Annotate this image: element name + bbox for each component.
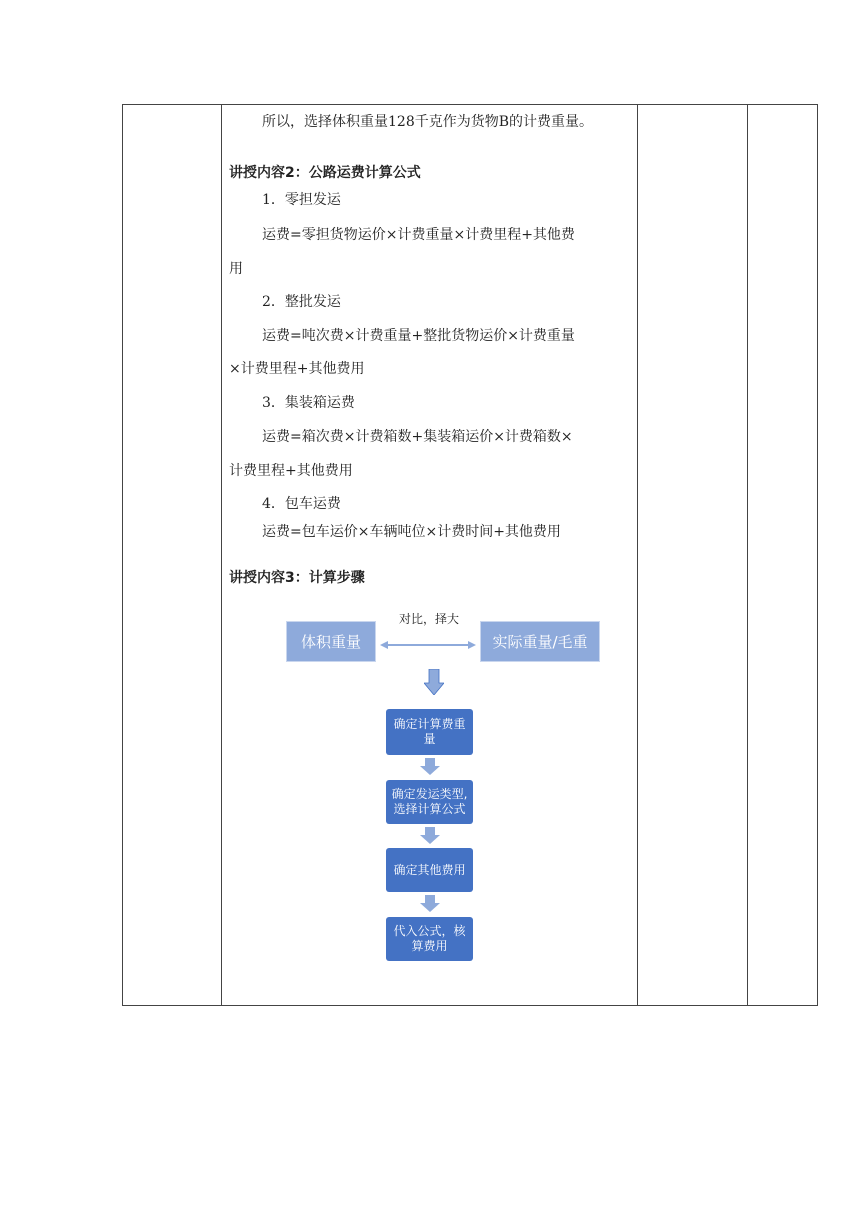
flow-step-1 (386, 709, 473, 755)
item2-title: 2．整批发运 (262, 294, 341, 310)
item1-title: 1．零担发运 (262, 192, 341, 208)
item3-formula-cont: 计费里程+其他费用 (229, 463, 353, 479)
flow-step-1-line2: 量 (423, 732, 436, 746)
item4-formula: 运费=包车运价×车辆吨位×计费时间+其他费用 (262, 524, 561, 540)
volume-weight-box: 体积重量 (286, 621, 376, 662)
compare-label: 对比，择大 (399, 612, 460, 626)
intro-line: 所以，选择体积重量128千克作为货物B的计费重量。 (262, 114, 594, 130)
flow-step-2 (386, 780, 473, 824)
down-arrow-icon (420, 827, 440, 844)
down-arrow-icon (424, 669, 444, 695)
double-arrow-icon (380, 639, 476, 651)
down-arrow-icon (420, 895, 440, 912)
column-divider (221, 105, 222, 1005)
flow-step-4-line2: 算费用 (411, 939, 448, 953)
flow-step-4-line1: 代入公式，核 (393, 924, 466, 938)
column-divider (637, 105, 638, 1005)
item1-formula-cont: 用 (229, 261, 243, 277)
column-divider (747, 105, 748, 1005)
item2-formula: 运费=吨次费×计费重量+整批货物运价×计费重量 (262, 328, 575, 344)
item4-title: 4．包车运费 (262, 496, 341, 512)
item3-title: 3．集装箱运费 (262, 395, 355, 411)
flow-step-4 (386, 917, 473, 961)
flow-step-3-line1: 确定其他费用 (393, 862, 466, 877)
down-arrow-icon (420, 758, 440, 775)
actual-weight-box: 实际重量/毛重 (480, 621, 600, 662)
section2-heading: 讲授内容2：公路运费计算公式 (229, 165, 421, 181)
flow-step-3 (386, 848, 473, 892)
flow-step-2-line1: 确定发运类型, (391, 787, 468, 801)
flow-step-1-line1: 确定计算费重 (393, 717, 466, 731)
flow-step-2-line2: 选择计算公式 (393, 802, 466, 816)
section3-heading: 讲授内容3：计算步骤 (229, 570, 365, 586)
item2-formula-cont: ×计费里程+其他费用 (229, 361, 365, 377)
item3-formula: 运费=箱次费×计费箱数+集装箱运价×计费箱数× (262, 429, 573, 445)
item1-formula: 运费=零担货物运价×计费重量×计费里程+其他费 (262, 227, 575, 243)
